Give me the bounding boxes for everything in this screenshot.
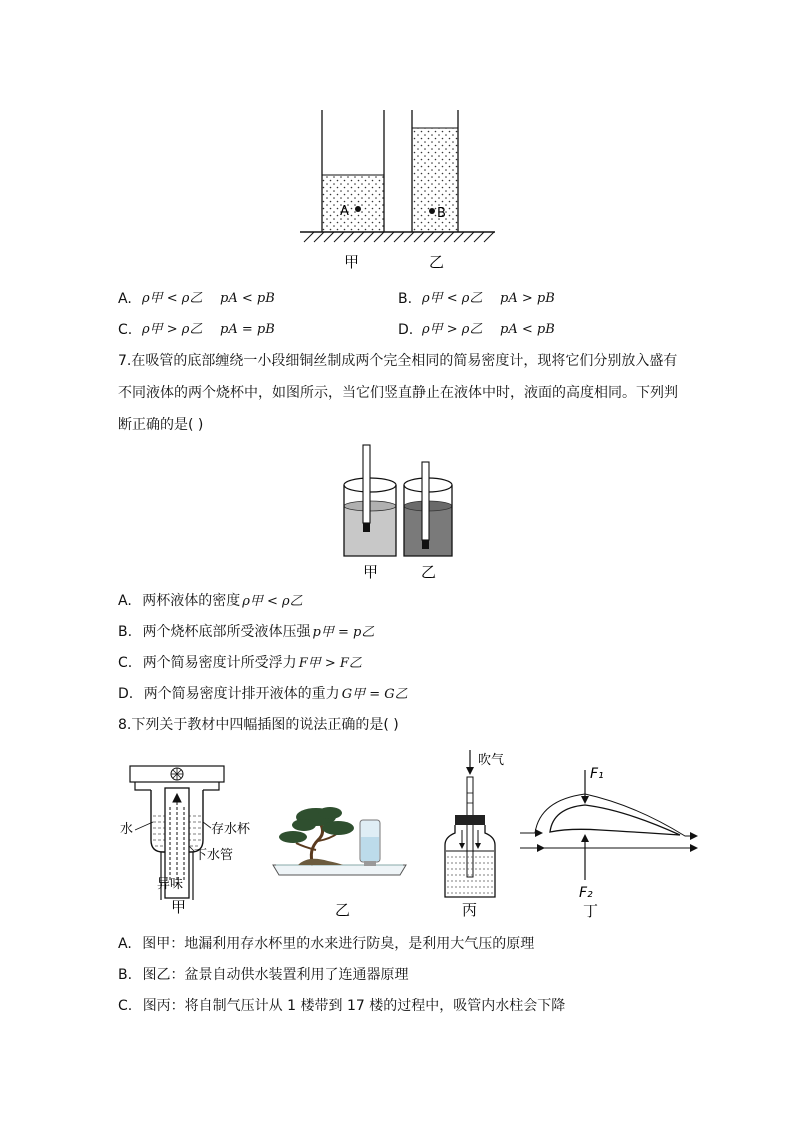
caption-bing: 丙 <box>462 901 478 919</box>
figure-airfoil <box>515 760 700 920</box>
q6-option-b[interactable]: B. ρ甲 < ρ乙 pA > pB <box>398 291 555 307</box>
label-f2: F₂ <box>579 885 593 901</box>
caption-yi: 乙 <box>421 563 437 581</box>
q6-option-c[interactable]: C. ρ甲 > ρ乙 pA = pB <box>118 322 275 338</box>
hydrometer-jia <box>363 445 370 523</box>
caption-jia: 甲 <box>363 563 379 581</box>
liquid-jia <box>322 175 384 232</box>
q8-option-c[interactable]: C. 图丙：将自制气压计从 1 楼带到 17 楼的过程中，吸管内水柱会下降 <box>118 998 566 1014</box>
q7-option-b[interactable]: B. 两个烧杯底部所受液体压强 p甲 = p乙 <box>118 624 375 640</box>
figure-floor-drain <box>115 760 265 920</box>
q7-stem-line2: 不同液体的两个烧杯中，如图所示，当它们竖直静止在液体中时，液面的高度相同。下列判 <box>118 385 678 401</box>
drain-grate-icon <box>171 768 183 780</box>
label-water: 水 <box>120 822 134 837</box>
q6-option-a[interactable]: A. ρ甲 < ρ乙 pA < pB <box>118 291 275 307</box>
caption-ding: 丁 <box>583 902 599 920</box>
q7-stem-line3: 断正确的是( ) <box>118 417 204 433</box>
caption-yi: 乙 <box>429 253 445 271</box>
caption-jia: 甲 <box>344 253 360 271</box>
point-a-label: A <box>340 204 349 219</box>
ground-hatching <box>304 232 494 242</box>
q7-option-c[interactable]: C. 两个简易密度计所受浮力 F甲 > F乙 <box>118 655 362 671</box>
figure-containers <box>290 105 510 275</box>
straw <box>467 777 473 877</box>
force-f2-arrow-icon <box>581 834 589 842</box>
label-smell: 异味 <box>157 877 184 892</box>
tree-foliage <box>279 807 354 843</box>
bottle-stopper <box>455 815 485 825</box>
liquid-yi <box>412 128 458 232</box>
force-f1-arrow-icon <box>581 796 589 804</box>
point-b-dot <box>429 208 435 214</box>
label-blow: 吹气 <box>478 753 505 768</box>
q7-stem-line1: 7.在吸管的底部缠绕一小段细铜丝制成两个完全相同的简易密度计，现将它们分别放入盛有 <box>118 353 678 369</box>
hydrometer-yi <box>422 462 429 540</box>
figure-hydrometers <box>335 440 465 585</box>
figure-bonsai <box>268 795 413 920</box>
q6-option-d[interactable]: D. ρ甲 > ρ乙 pA < pB <box>398 322 555 338</box>
q7-option-a[interactable]: A. 两杯液体的密度 ρ甲 < ρ乙 <box>118 593 303 609</box>
point-a-dot <box>355 206 361 212</box>
label-cup: 存水杯 <box>211 822 251 837</box>
blow-arrow-icon <box>466 767 474 775</box>
streamline-bottom-arrow-icon <box>690 844 698 852</box>
label-f1: F₁ <box>590 766 604 782</box>
airfoil-shape <box>550 805 680 835</box>
point-b-label: B <box>437 206 446 221</box>
q7-option-d[interactable]: D. 两个简易密度计排开液体的重力 G甲 = G乙 <box>118 686 408 702</box>
q8-option-b[interactable]: B. 图乙：盆景自动供水装置利用了连通器原理 <box>118 967 409 983</box>
q8-option-a[interactable]: A. 图甲：地漏利用存水杯里的水来进行防臭，是利用大气压的原理 <box>118 936 535 952</box>
streamline-top-arrow-icon <box>690 832 698 840</box>
figure-barometer <box>440 745 520 920</box>
label-pipe: 下水管 <box>194 848 234 863</box>
q8-stem: 8.下列关于教材中四幅插图的说法正确的是( ) <box>118 717 399 733</box>
caption-yi: 乙 <box>335 901 351 919</box>
caption-jia: 甲 <box>171 898 187 916</box>
